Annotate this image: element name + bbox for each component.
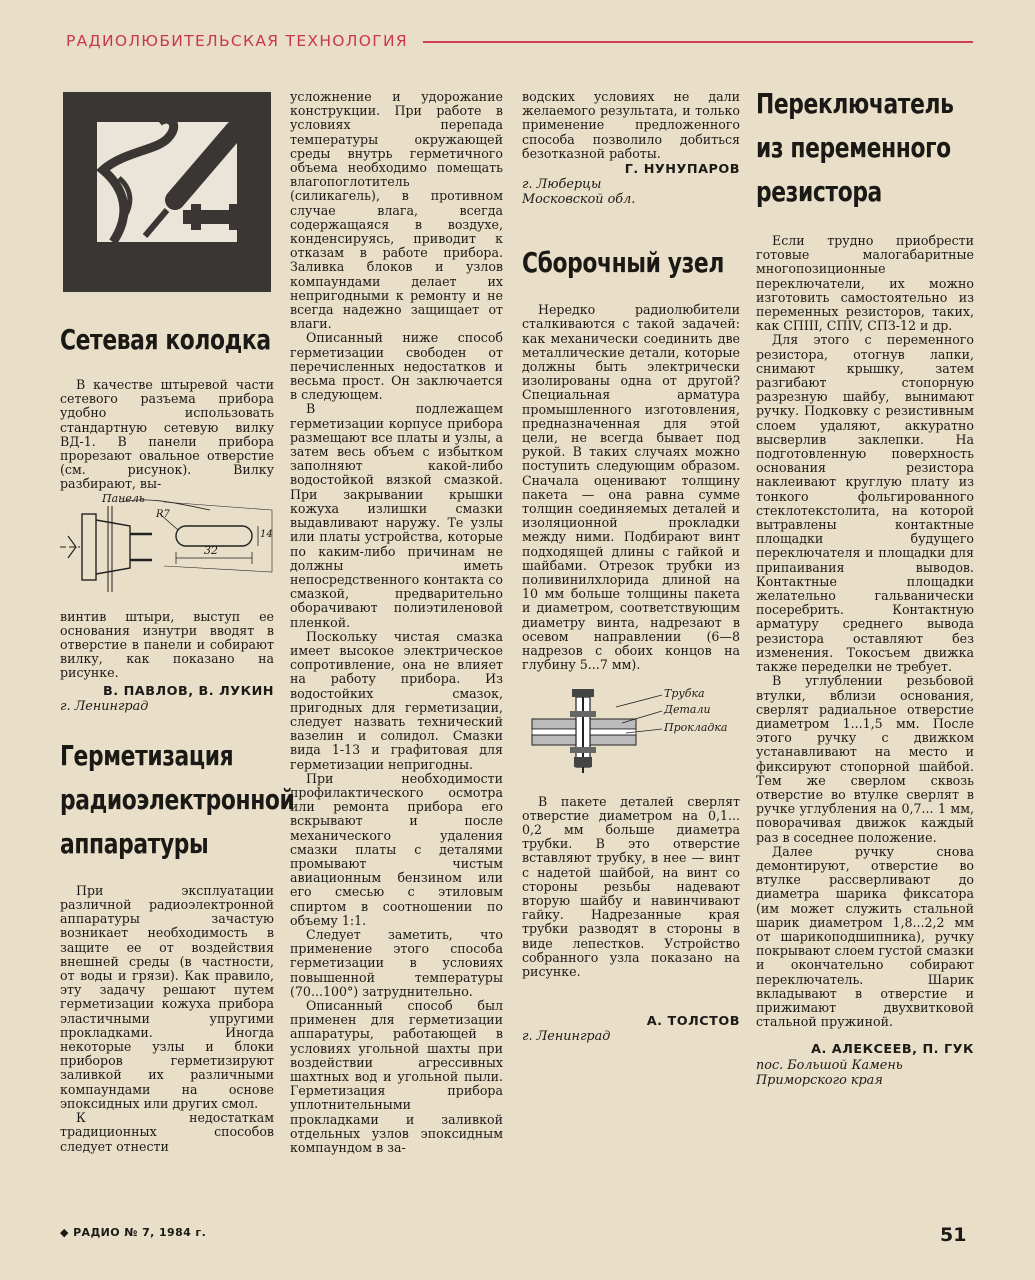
article2-paragraph-6: Поскольку чистая смазка имеет высокое электрическое сопротивление, она не влияет на работу прибора. Из водостойких смазок, пригодных для герметизации, следует назвать технический вазелин и солидол. Смазки вида 1-13 и графитовая для герметизации непригодны. [290, 628, 503, 772]
page-header [58, 30, 973, 56]
article2-title [60, 734, 295, 866]
article2-paragraph-7: При необходимости профилактического осмотра или ремонта прибора его вскрывают и после механического удаления смазки платы с деталями промывают чистым авиационным бензином или его смесью с этиловым спиртом в соотношении по объему 1:1. [290, 770, 503, 928]
socket-figure [60, 492, 274, 610]
article-title-socket: Сетевая колодка [60, 323, 271, 356]
article2-paragraph-1: При эксплуатации различной радиоэлектронной аппаратуры зачастую возникает необходимость в защите ее от воздействия внешней среды (в частности, от воды и грязи). Как правило, эту задачу решают путем герметизации кожуха прибора эластичными упругими прокладками. Иногда некоторые узлы и блоки приборов герметизируют заливкой их различными компаундами на основе эпоксидных или других смол. [60, 882, 274, 1111]
article1-author: В. ПАВЛОВ, В. ЛУКИН [103, 683, 274, 699]
soldering-iron-icon [63, 92, 271, 292]
figure-label-length: 32 [204, 543, 218, 557]
article2-paragraph-2: К недостаткам традиционных способов следует отнести [60, 1110, 274, 1154]
assembly-drawing [522, 685, 740, 795]
header-rule [423, 41, 973, 43]
title-line: резистора [756, 175, 882, 208]
article4-title [756, 82, 974, 214]
article2-place-line-2: Московской обл. [522, 192, 636, 208]
figure-label-radius: R7 [156, 508, 170, 520]
page-number: 51 [940, 1224, 967, 1246]
article2-author: Г. НУНУПАРОВ [624, 162, 740, 178]
rubric-title: РАДИОЛЮБИТЕЛЬСКАЯ ТЕХНОЛОГИЯ [66, 32, 408, 50]
issue-info: ◆ РАДИО № 7, 1984 г. [60, 1226, 207, 1239]
column-3 [522, 90, 740, 1044]
article4-paragraph-3: В углублении резьбовой втулки, вблизи основания, сверлят радиальное отверстие диаметром 1...1,5 мм. После этого ручку с движком устанавливают на место и фиксируют стопорной шайбой. Тем же сверлом сквозь отверстие во втулке сверлят в ручке углубления на 0,7... 1 мм, поворачивая движок каждый раз в соседнее положение. [756, 673, 974, 845]
figure-label-height: 14 [260, 528, 273, 540]
article1-paragraph-1: В качестве штыревой части сетевого разъема прибора удобно использовать стандартную сетевую вилку ВД-1. В панели прибора прорезают овальное отверстие (см. рисунок). Вилку разбирают, вы- [60, 377, 274, 492]
article3-place: г. Ленинград [522, 1029, 611, 1045]
article2-paragraph-8: Следует заметить, что применение этого способа герметизации в условиях повышенной температуры (70...100°) затруднительно. [290, 926, 503, 999]
article4-place-line-2: Приморского края [756, 1072, 883, 1088]
article-title-assembly: Сборочный узел [522, 246, 724, 280]
article3-paragraph-2: В пакете деталей сверлят отверстие диаметром на 0,1... 0,2 мм больше диаметра трубки. В это отверстие вставляют трубку, в нее — винт с надетой шайбой, на винт со стороны резьбы надевают вторую шайбу и навинчивают гайку. Надрезанные края трубки разводят в стороны в виде лепестков. Устройство собранного узла показано на рисунке. [522, 793, 740, 979]
article2-place-line-1: г. Люберцы [522, 177, 602, 193]
figure-label-tube: Трубка [664, 686, 705, 700]
article3-paragraph-1: Нередко радиолюбители сталкиваются с такой задачей: как механически соединить две металлические детали, которые должны быть электрически изолированы одна от другой? Специальная арматура промышленного изготовления, предназначенная для этой цели, не всегда бывает под рукой. В таких случаях можно поступить следующим образом. Сначала оценивают толщину пакета — она равна сумме толщин соединяемых деталей и изоляционной прокладки между ними. Подбирают винт подходящей длины с гайкой и шайбами. Отрезок трубки из поливинилхлорида длиной на 10 мм больше толщины пакета и диаметром, соответствующим диаметру винта, надрезают в осевом направлении (6—8 надрезов с обоих концов на глубину 5...7 мм). [522, 302, 740, 673]
article4-place-line-1: пос. Большой Камень [756, 1057, 903, 1073]
title-line: радиоэлектронной [60, 782, 295, 816]
article2-paragraph-3: усложнение и удорожание конструкции. При работе в условиях перепада температуры окружающей среды внутрь герметичного объема необходимо помещать влагопоглотитель (силикагель), в противном случае влага, всегда содержащаяся в воздухе, конденсируясь, приводит к отказам в работе прибора. Заливка блоков и узлов компаундами делает их непригодными к ремонту и не всегда надежно защищает от влаги. [290, 89, 503, 332]
article2-paragraph-9: Описанный способ был применен для герметизации аппаратуры, работающей в условиях угольной шахты при воздействии агрессивных шахтных вод и угольной пыли. Герметизация прибора уплотнительными прокладками и заливкой отдельных узлов эпоксидным компаундом в за- [290, 998, 503, 1156]
article2-paragraph-4: Описанный ниже способ герметизации свободен от перечисленных недостатков и весьма прост. Он заключается в следующем. [290, 330, 503, 403]
article2-paragraph-5: В подлежащем герметизации корпусе прибора размещают все платы и узлы, а затем весь объем с избытком заполняют какой-либо водостойкой вязкой смазкой. При закрывании крышки кожуха излишки смазки выдавливают наружу. Те узлы или платы устройства, которые по каким-либо причинам не должны иметь непосредственного контакта со смазкой, предварительно оборачивают полиэтиленовой пленкой. [290, 401, 503, 630]
article3-author: А. ТОЛСТОВ [646, 1014, 740, 1030]
title-line: Переключатель [756, 87, 954, 120]
title-line: аппаратуры [60, 826, 209, 860]
figure-label-parts: Детали [664, 702, 711, 716]
article4-paragraph-2: Для этого с переменного резистора, отогнув лапки, снимают крышку, затем разгибают стопорную разрезную шайбу, вынимают ручку. Подковку с резистивным слоем удаляют, аккуратно высверлив заклепки. На подготовленную поверхность основания резистора наклеивают круглую плату из тонкого фольгированного стеклотекстолита, на которой вытравлены контактные площадки будущего переключателя и площадки для припаивания выводов. Контактные площадки желательно гальванически посеребрить. Контактную арматуру среднего вывода резистора оставляют без изменения. Токосъем движка также переделки не требует. [756, 332, 974, 675]
column-2 [290, 90, 503, 1155]
article1-paragraph-2: винтив штыри, выступ ее основания изнутри вводят в отверстие в панели и собирают вилку, как показано на рисунке. [60, 608, 274, 681]
figure-label-gasket: Прокладка [664, 720, 728, 734]
soldering-iron-logo [63, 92, 271, 292]
column-4 [756, 82, 974, 1088]
article4-paragraph-4: Далее ручку снова демонтируют, отверстие во втулке рассверливают до диаметра шарика фиксатора (им может служить стальной шарик диаметром 1,8...2,2 мм от шарикоподшипника), ручку покрывают слоем густой смазки и окончательно собирают переключатель. Шарик вкладывают в отверстие и прижимают двухвитковой стальной пружиной. [756, 843, 974, 1030]
article4-paragraph-1: Если трудно приобрести готовые малогабаритные многопозиционные переключатели, их можно изготовить самостоятельно из переменных резисторов, таких, как СПIII, СПIV, СПЗ-12 и др. [756, 233, 974, 334]
assembly-figure [522, 685, 740, 795]
article2-paragraph-10: водских условиях не дали желаемого результата, и только применение предложенного способа позволило добиться безотказной работы. [522, 89, 740, 161]
figure-label-panel: Панель [102, 491, 145, 505]
article1-place: г. Ленинград [60, 698, 149, 714]
column-1 [60, 318, 295, 1154]
title-line: Герметизация [60, 738, 234, 772]
article4-author: А. АЛЕКСЕЕВ, П. ГУК [811, 1042, 974, 1058]
title-line: из переменного [756, 131, 951, 164]
